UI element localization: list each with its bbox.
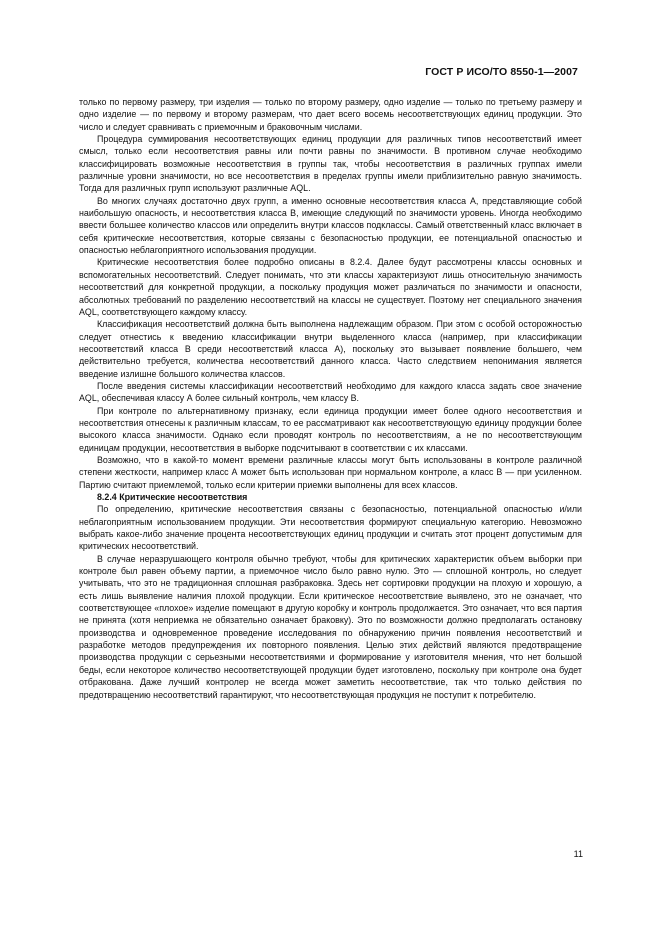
paragraph: По определению, критические несоответствия связаны с безопасностью, потенциальной опасностью и/или неблагоприятным использованием продукции. Эти несоответствия формируют специальную категорию. Невозможно выбрать какое-либо значение процента несоответствующих единиц продукции и считать этот процент допустимым для критических несоответствий. [79,504,582,552]
paragraph: В случае неразрушающего контроля обычно требуют, чтобы для критических характеристик объем выборки при контроле был равен объему партии, а приемочное число было равно нулю. Это — сплошной контроль, но следует учитывать, что это не традиционная сплошная разбраковка. Здесь нет сортировки продукции на плохую и хорошую, а есть лишь выявление наличия плохой продукции. Если критическое несоответствие выявлено, это не означает, что соответствующее «плохое» изделие помещают в другую коробку и контроль продолжается. Это означает, что вся партия не принята (хотя неприемка не обязательно означает браковку). Это по возможности должно предполагать остановку производства и одновременное проведение исследования по обнаружению причин появления несоответствий и разработке методов предупреждения их повторного появления. Целью этих действий являются предотвращение производства продукции с серьезными несоответствиями и формирование у изготовителя мнения, что нет большой беды, если некоторое количество несоответствующей продукции будет изготовлено, поскольку при контроле она будет отбракована. Даже лучший контролер не всегда может заметить несоответствие, так что только действия по предотвращению несоответствий гарантируют, что несоответствующая продукция не поступит к потребителю. [79,553,582,700]
section-title: Критические несоответствия [119,492,248,502]
paragraph: только по первому размеру, три изделия — только по второму размеру, одно изделие — только по третьему размеру и одно изделие — по первому и второму размерам, что дает всего восемь несоответствующих единиц продукции. Это число и следует сравнивать с приемочным и браковочным числами. [79,97,582,132]
paragraph: Возможно, что в какой-то момент времени различные классы могут быть использованы в контроле различной степени жесткости, например класс А может быть использован при нормальном контроле, а класс В — при усиленном. Партию считают приемлемой, только если критерии приемки выполнены для всех классов. [79,454,582,490]
paragraph: После введения системы классификации несоответствий необходимо для каждого класса задать свое значение AQL, обеспечивая классу А более сильный контроль, чем классу В. [79,380,582,404]
paragraph: Процедура суммирования несоответствующих единиц продукции для различных типов несоответствий имеет смысл, только если несоответствия равны или почти равны по значимости. В противном случае необходимо классифицировать возможные несоответствия в группы так, чтобы несоответствия в различных группах имели различные уровни значимости, но все несоответствия в пределах группы имели приблизительно равную значимость. Тогда для различных групп используют различные AQL. [79,134,582,194]
paragraph: Критические несоответствия более подробно описаны в 8.2.4. Далее будут рассмотрены классы основных и вспомогательных несоответствий. Следует понимать, что эти классы характеризуют лишь относительную значимость несоответствий для конкретной продукции, а поскольку продукция может различаться по значимости и опасности, абсолютных требований по разделению несоответствий на классы не существует. Поэтому нет специального значения AQL, соответствующего каждому классу. [79,257,582,317]
paragraph: Во многих случаях достаточно двух групп, а именно основные несоответствия класса А, представляющие собой наибольшую опасность, и несоответствия класса В, имеющие следующий по значимости уровень. Иногда необходимо ввести большее количество классов или определить внутри классов подклассы. Самый ответственный класс включает в себя критические несоответствия, которые связаны с безопасностью продукции, ее потенциальной опасностью и опасностью неблагоприятного использования продукции. [79,195,582,256]
section-heading [79,491,582,503]
paragraph: Классификация несоответствий должна быть выполнена надлежащим образом. При этом с особой осторожностью следует отнестись к введению классификации внутри выделенного класса (например, при классификации несоответствий класса В среди несоответствий класса А), поскольку это вызывает появление большего, чем действительно требуется, количества несоответствий данного класса. Часто следствием непонимания является введение излишне большого количества классов. [79,319,582,379]
page-number: 11 [573,849,583,859]
document-header: ГОСТ Р ИСО/ТО 8550-1—2007 [425,66,578,78]
document-body [79,96,582,701]
section-number: 8.2.4 [97,492,117,502]
paragraph: При контроле по альтернативному признаку, если единица продукции имеет более одного несоответствия и несоответствия отнесены к различным классам, то ее рассматривают как несоответствующую единицу продукции более высокого класса значимости. Однако если проводят контроль по несоответствиям, а не по несоответствующим единицам продукции, несоответствия в выборке подсчитывают в соответствии с их классами. [79,405,582,453]
